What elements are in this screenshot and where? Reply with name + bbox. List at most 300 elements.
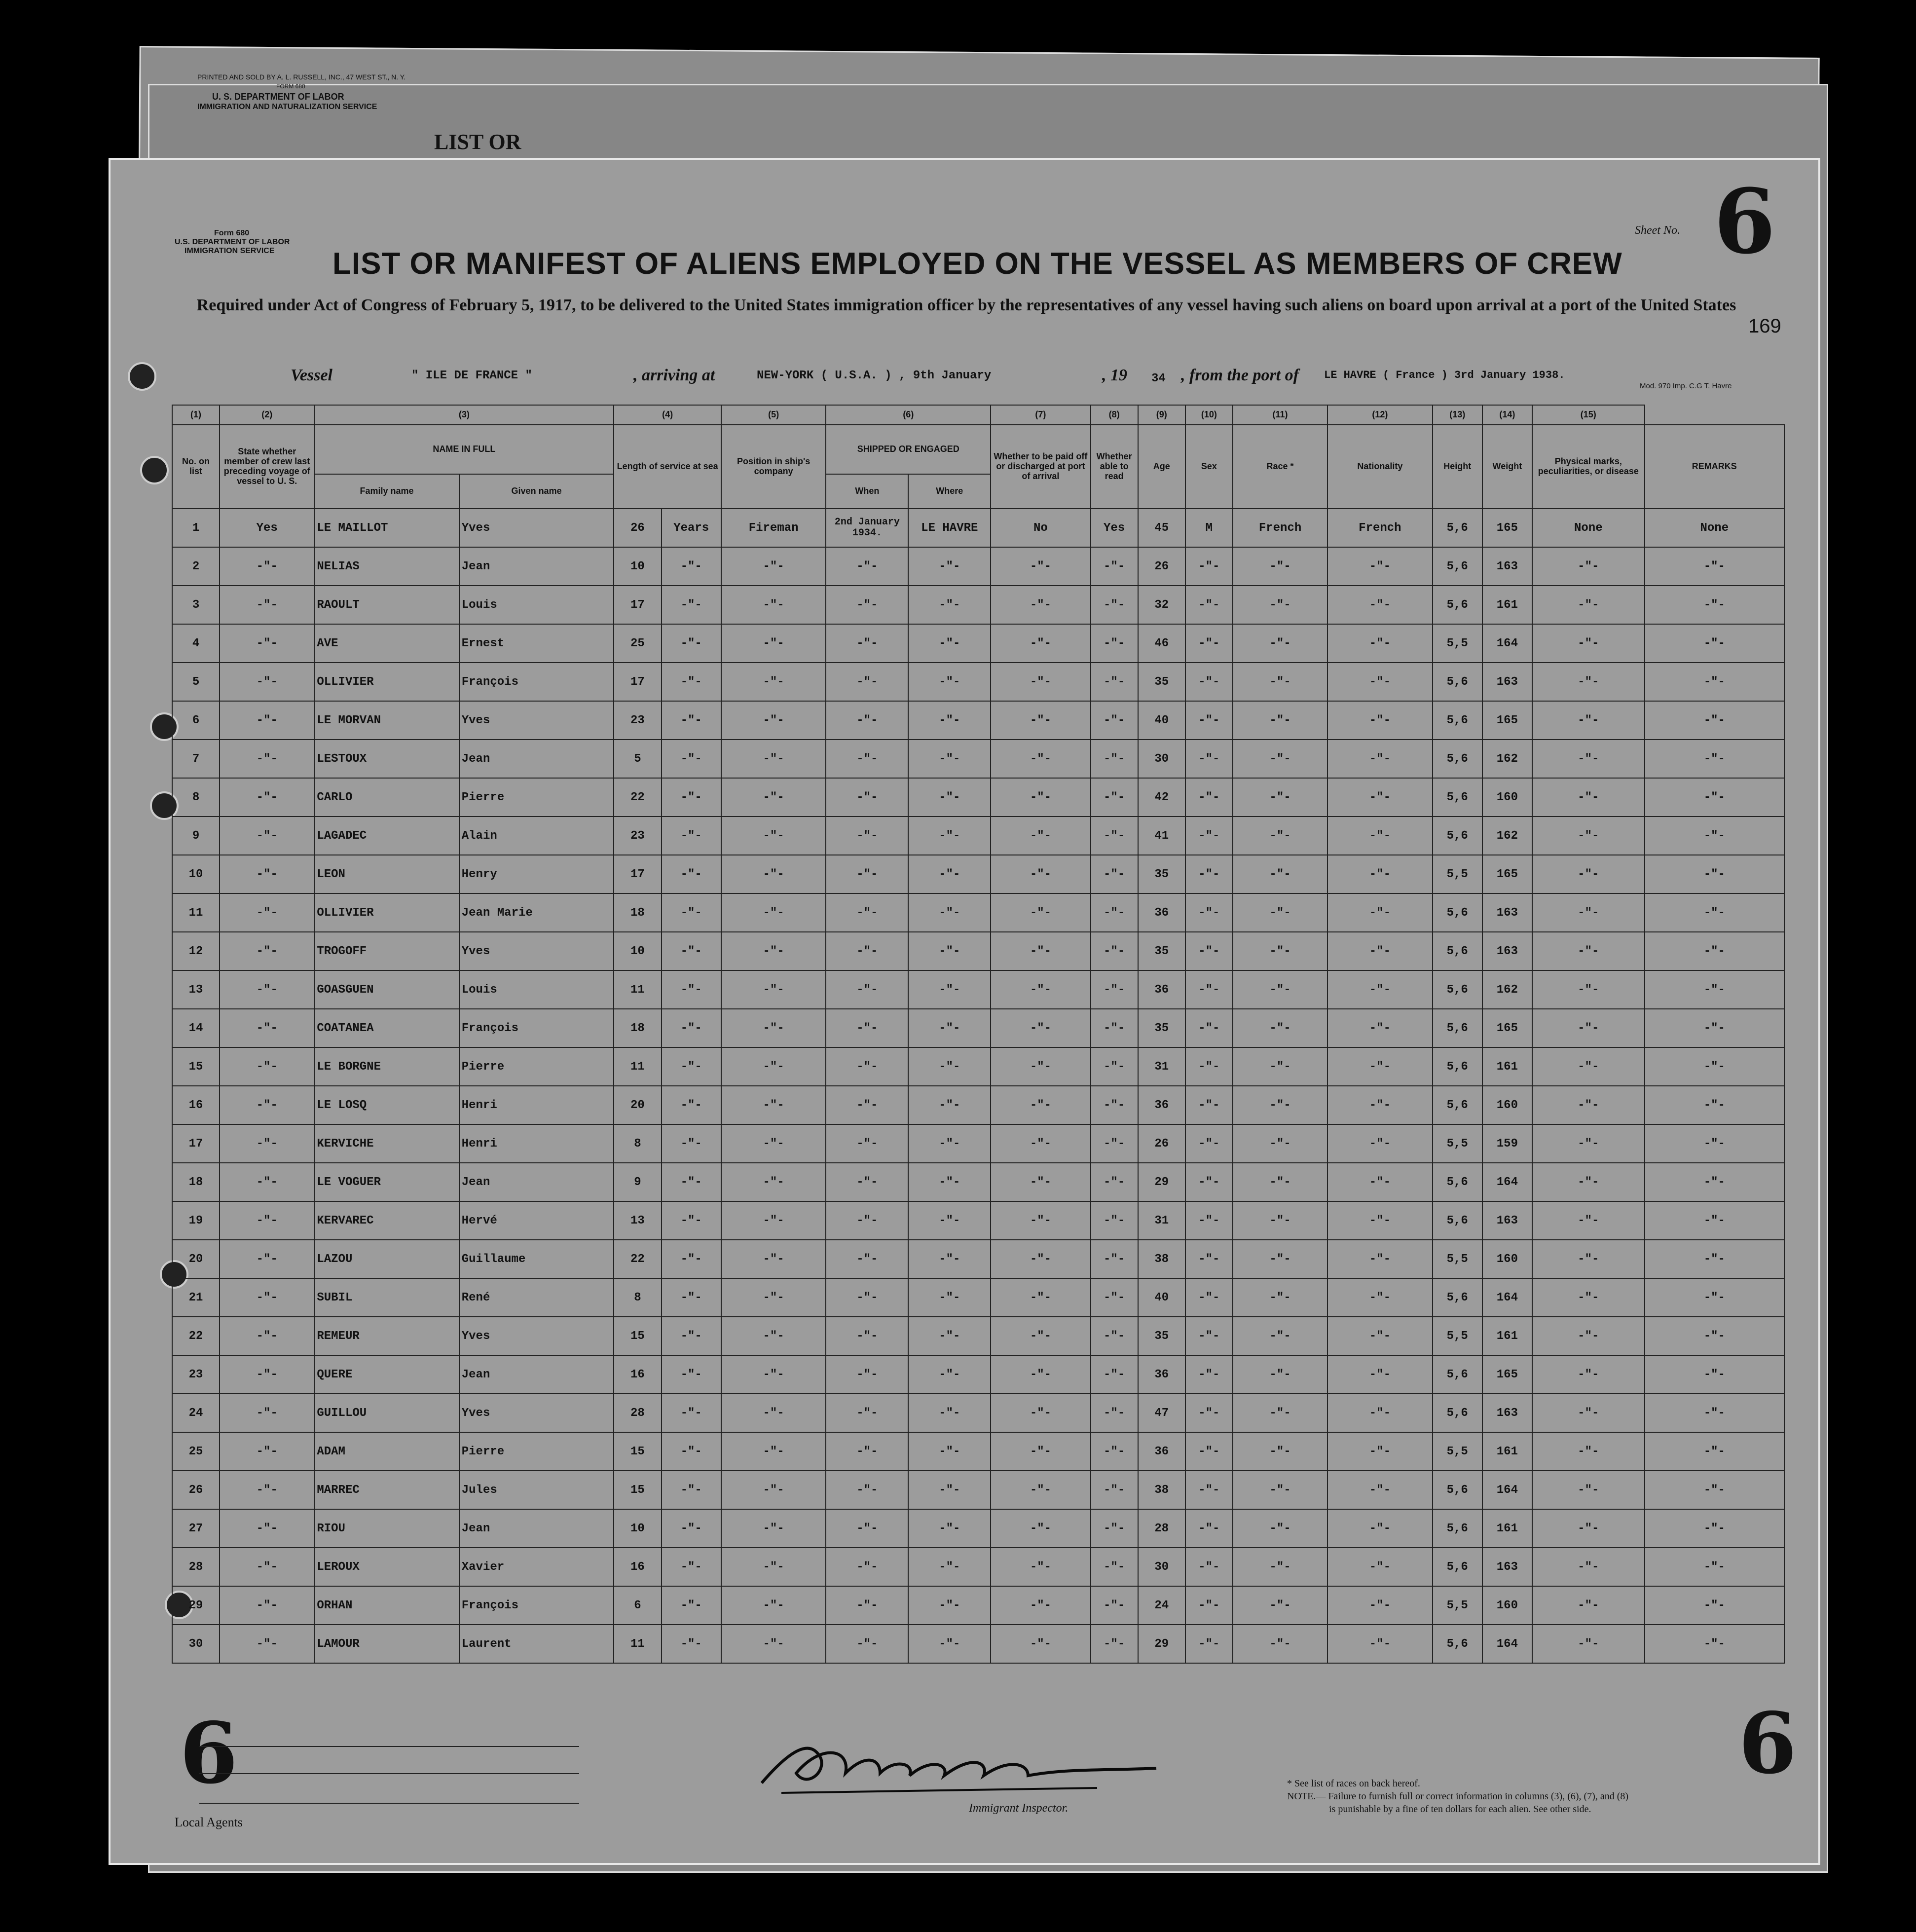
cell-service-unit: -"- xyxy=(662,701,721,740)
cell-previous-voyage: -"- xyxy=(220,1201,314,1240)
cell-race: -"- xyxy=(1233,624,1327,663)
cell-remarks: -"- xyxy=(1645,1163,1784,1201)
cell-paid-off: No xyxy=(991,509,1090,547)
cell-remarks: -"- xyxy=(1645,932,1784,970)
cell-shipped-where: -"- xyxy=(908,970,991,1009)
col-num-5: (5) xyxy=(721,405,826,425)
cell-previous-voyage: -"- xyxy=(220,1163,314,1201)
cell-previous-voyage: -"- xyxy=(220,932,314,970)
local-agents-label: Local Agents xyxy=(175,1815,243,1829)
col-num-6: (6) xyxy=(826,405,991,425)
cell-paid-off: -"- xyxy=(991,1201,1090,1240)
table-row xyxy=(172,1086,1784,1124)
table-row xyxy=(172,1278,1784,1317)
cell-length-service: 17 xyxy=(614,586,661,624)
cell-service-unit: -"- xyxy=(662,1355,721,1394)
cell-shipped-where: -"- xyxy=(908,932,991,970)
cell-nationality: -"- xyxy=(1327,970,1432,1009)
cell-weight: 164 xyxy=(1482,1625,1532,1663)
cell-physical-marks: -"- xyxy=(1532,624,1645,663)
cell-family-name: GOASGUEN xyxy=(314,970,459,1009)
cell-sex: -"- xyxy=(1185,855,1233,893)
header-state-whether: State whether member of crew last preceding voyage of vessel to U. S. xyxy=(220,425,314,509)
cell-length-service: 5 xyxy=(614,740,661,778)
cell-able-to-read: -"- xyxy=(1091,1240,1138,1278)
cell-remarks: -"- xyxy=(1645,1278,1784,1317)
cell-service-unit: -"- xyxy=(662,1278,721,1317)
cell-able-to-read: -"- xyxy=(1091,663,1138,701)
cell-shipped-where: -"- xyxy=(908,1124,991,1163)
cell-length-service: 6 xyxy=(614,1586,661,1625)
cell-nationality: -"- xyxy=(1327,663,1432,701)
cell-given-name: Yves xyxy=(459,701,614,740)
cell-row-number: 11 xyxy=(172,893,220,932)
cell-position: -"- xyxy=(721,547,826,586)
cell-given-name: Xavier xyxy=(459,1548,614,1586)
cell-paid-off: -"- xyxy=(991,1240,1090,1278)
cell-age: 29 xyxy=(1138,1163,1185,1201)
cell-service-unit: -"- xyxy=(662,1163,721,1201)
cell-remarks: -"- xyxy=(1645,1124,1784,1163)
cell-service-unit: -"- xyxy=(662,1432,721,1471)
cell-nationality: -"- xyxy=(1327,1047,1432,1086)
cell-physical-marks: -"- xyxy=(1532,1625,1645,1663)
cell-family-name: LEROUX xyxy=(314,1548,459,1586)
back-dept: U. S. DEPARTMENT OF LABOR xyxy=(212,92,344,102)
cell-sex: -"- xyxy=(1185,970,1233,1009)
cell-race: -"- xyxy=(1233,1471,1327,1509)
cell-family-name: GUILLOU xyxy=(314,1394,459,1432)
cell-nationality: -"- xyxy=(1327,1124,1432,1163)
cell-height: 5,6 xyxy=(1433,932,1482,970)
vessel-label: Vessel xyxy=(291,366,332,384)
header-no-on-list: No. on list xyxy=(172,425,220,509)
cell-shipped-where: -"- xyxy=(908,547,991,586)
cell-nationality: -"- xyxy=(1327,1009,1432,1047)
cell-length-service: 15 xyxy=(614,1471,661,1509)
cell-height: 5,6 xyxy=(1433,1548,1482,1586)
cell-row-number: 3 xyxy=(172,586,220,624)
header-where: Where xyxy=(908,474,991,509)
header-remarks: REMARKS xyxy=(1645,425,1784,509)
cell-weight: 162 xyxy=(1482,970,1532,1009)
cell-shipped-when: -"- xyxy=(826,740,908,778)
cell-height: 5,5 xyxy=(1433,1432,1482,1471)
cell-row-number: 24 xyxy=(172,1394,220,1432)
cell-height: 5,6 xyxy=(1433,893,1482,932)
cell-height: 5,6 xyxy=(1433,701,1482,740)
cell-nationality: -"- xyxy=(1327,1509,1432,1548)
cell-age: 29 xyxy=(1138,1625,1185,1663)
table-row xyxy=(172,509,1784,547)
cell-nationality: -"- xyxy=(1327,1086,1432,1124)
cell-given-name: Yves xyxy=(459,509,614,547)
cell-shipped-when: -"- xyxy=(826,855,908,893)
signature-line-2 xyxy=(199,1773,579,1774)
cell-able-to-read: -"- xyxy=(1091,893,1138,932)
cell-physical-marks: -"- xyxy=(1532,817,1645,855)
cell-sex: -"- xyxy=(1185,1124,1233,1163)
cell-race: -"- xyxy=(1233,701,1327,740)
cell-shipped-where: -"- xyxy=(908,1240,991,1278)
table-row xyxy=(172,1471,1784,1509)
cell-family-name: LAGADEC xyxy=(314,817,459,855)
cell-able-to-read: -"- xyxy=(1091,970,1138,1009)
cell-physical-marks: -"- xyxy=(1532,1009,1645,1047)
cell-height: 5,6 xyxy=(1433,1471,1482,1509)
table-row xyxy=(172,1317,1784,1355)
cell-family-name: RAOULT xyxy=(314,586,459,624)
cell-remarks: -"- xyxy=(1645,663,1784,701)
cell-shipped-when: -"- xyxy=(826,817,908,855)
cell-service-unit: -"- xyxy=(662,1394,721,1432)
cell-age: 35 xyxy=(1138,663,1185,701)
cell-race: -"- xyxy=(1233,1509,1327,1548)
cell-row-number: 6 xyxy=(172,701,220,740)
cell-physical-marks: -"- xyxy=(1532,1201,1645,1240)
cell-given-name: Alain xyxy=(459,817,614,855)
cell-shipped-when: -"- xyxy=(826,778,908,817)
cell-sex: -"- xyxy=(1185,1394,1233,1432)
note-line-1: NOTE.— Failure to furnish full or correct information in columns (3), (6), (7), and (8) xyxy=(1287,1791,1629,1802)
cell-nationality: -"- xyxy=(1327,1355,1432,1394)
cell-remarks: -"- xyxy=(1645,586,1784,624)
header-nationality: Nationality xyxy=(1327,425,1432,509)
cell-previous-voyage: -"- xyxy=(220,586,314,624)
cell-paid-off: -"- xyxy=(991,1047,1090,1086)
crew-manifest-table xyxy=(172,405,1785,1664)
cell-family-name: ORHAN xyxy=(314,1586,459,1625)
cell-family-name: MARREC xyxy=(314,1471,459,1509)
form-dept: U.S. DEPARTMENT OF LABOR xyxy=(175,238,290,246)
cell-previous-voyage: -"- xyxy=(220,970,314,1009)
cell-age: 36 xyxy=(1138,1086,1185,1124)
cell-service-unit: -"- xyxy=(662,740,721,778)
col-num-9: (9) xyxy=(1138,405,1185,425)
cell-shipped-when: -"- xyxy=(826,970,908,1009)
cell-physical-marks: -"- xyxy=(1532,701,1645,740)
table-row xyxy=(172,1394,1784,1432)
cell-service-unit: -"- xyxy=(662,547,721,586)
cell-weight: 160 xyxy=(1482,1240,1532,1278)
cell-race: -"- xyxy=(1233,932,1327,970)
from-port-label: , from the port of xyxy=(1181,366,1299,384)
col-num-12: (12) xyxy=(1327,405,1432,425)
cell-sex: -"- xyxy=(1185,932,1233,970)
cell-service-unit: -"- xyxy=(662,1047,721,1086)
cell-length-service: 13 xyxy=(614,1201,661,1240)
cell-remarks: -"- xyxy=(1645,893,1784,932)
cell-shipped-where: -"- xyxy=(908,1086,991,1124)
cell-sex: -"- xyxy=(1185,1317,1233,1355)
cell-height: 5,6 xyxy=(1433,1394,1482,1432)
cell-able-to-read: -"- xyxy=(1091,701,1138,740)
cell-physical-marks: -"- xyxy=(1532,1124,1645,1163)
cell-physical-marks: -"- xyxy=(1532,932,1645,970)
header-paid-off: Whether to be paid off or discharged at port of arrival xyxy=(991,425,1090,509)
cell-family-name: NELIAS xyxy=(314,547,459,586)
cell-physical-marks: -"- xyxy=(1532,1509,1645,1548)
punch-hole xyxy=(140,456,169,484)
cell-race: -"- xyxy=(1233,1163,1327,1201)
cell-weight: 161 xyxy=(1482,586,1532,624)
cell-shipped-when: -"- xyxy=(826,1278,908,1317)
table-row xyxy=(172,1548,1784,1586)
back-service: IMMIGRATION AND NATURALIZATION SERVICE xyxy=(197,103,377,111)
table-row xyxy=(172,778,1784,817)
cell-weight: 162 xyxy=(1482,817,1532,855)
cell-shipped-when: -"- xyxy=(826,1240,908,1278)
cell-shipped-where: -"- xyxy=(908,701,991,740)
cell-position: -"- xyxy=(721,817,826,855)
cell-sex: -"- xyxy=(1185,778,1233,817)
cell-position: -"- xyxy=(721,740,826,778)
cell-remarks: -"- xyxy=(1645,701,1784,740)
cell-length-service: 15 xyxy=(614,1432,661,1471)
cell-sex: -"- xyxy=(1185,624,1233,663)
cell-given-name: Jean xyxy=(459,1509,614,1548)
cell-physical-marks: -"- xyxy=(1532,1586,1645,1625)
cell-remarks: -"- xyxy=(1645,1625,1784,1663)
cell-physical-marks: None xyxy=(1532,509,1645,547)
cell-able-to-read: -"- xyxy=(1091,1317,1138,1355)
cell-height: 5,6 xyxy=(1433,970,1482,1009)
table-row xyxy=(172,1509,1784,1548)
cell-row-number: 20 xyxy=(172,1240,220,1278)
header-family-name: Family name xyxy=(314,474,459,509)
cell-age: 36 xyxy=(1138,1355,1185,1394)
cell-age: 35 xyxy=(1138,1317,1185,1355)
cell-service-unit: -"- xyxy=(662,932,721,970)
cell-age: 35 xyxy=(1138,1009,1185,1047)
cell-nationality: -"- xyxy=(1327,1317,1432,1355)
table-row xyxy=(172,740,1784,778)
cell-shipped-where: -"- xyxy=(908,586,991,624)
cell-height: 5,6 xyxy=(1433,1278,1482,1317)
cell-row-number: 15 xyxy=(172,1047,220,1086)
cell-paid-off: -"- xyxy=(991,855,1090,893)
cell-weight: 161 xyxy=(1482,1432,1532,1471)
cell-race: -"- xyxy=(1233,817,1327,855)
cell-family-name: LESTOUX xyxy=(314,740,459,778)
cell-shipped-when: -"- xyxy=(826,1548,908,1586)
cell-row-number: 27 xyxy=(172,1509,220,1548)
cell-remarks: -"- xyxy=(1645,817,1784,855)
cell-sex: -"- xyxy=(1185,1086,1233,1124)
cell-race: -"- xyxy=(1233,663,1327,701)
cell-weight: 163 xyxy=(1482,663,1532,701)
cell-physical-marks: -"- xyxy=(1532,1163,1645,1201)
cell-able-to-read: -"- xyxy=(1091,1432,1138,1471)
cell-given-name: Pierre xyxy=(459,1047,614,1086)
cell-age: 28 xyxy=(1138,1509,1185,1548)
cell-length-service: 10 xyxy=(614,547,661,586)
cell-weight: 163 xyxy=(1482,1548,1532,1586)
cell-length-service: 23 xyxy=(614,817,661,855)
cell-shipped-when: -"- xyxy=(826,1086,908,1124)
cell-shipped-where: -"- xyxy=(908,1355,991,1394)
cell-age: 26 xyxy=(1138,1124,1185,1163)
cell-sex: -"- xyxy=(1185,1548,1233,1586)
cell-paid-off: -"- xyxy=(991,586,1090,624)
cell-previous-voyage: -"- xyxy=(220,701,314,740)
cell-race: -"- xyxy=(1233,1586,1327,1625)
cell-remarks: -"- xyxy=(1645,1586,1784,1625)
cell-length-service: 18 xyxy=(614,893,661,932)
cell-paid-off: -"- xyxy=(991,547,1090,586)
col-num-1: (1) xyxy=(172,405,220,425)
cell-service-unit: -"- xyxy=(662,1625,721,1663)
cell-previous-voyage: -"- xyxy=(220,1394,314,1432)
cell-nationality: -"- xyxy=(1327,932,1432,970)
cell-position: -"- xyxy=(721,586,826,624)
cell-service-unit: -"- xyxy=(662,1317,721,1355)
cell-sex: -"- xyxy=(1185,1471,1233,1509)
cell-height: 5,5 xyxy=(1433,1317,1482,1355)
cell-service-unit: -"- xyxy=(662,1124,721,1163)
cell-shipped-when: -"- xyxy=(826,1047,908,1086)
cell-shipped-where: -"- xyxy=(908,1047,991,1086)
cell-shipped-where: -"- xyxy=(908,1163,991,1201)
cell-remarks: -"- xyxy=(1645,1086,1784,1124)
cell-previous-voyage: -"- xyxy=(220,1009,314,1047)
cell-race: -"- xyxy=(1233,1548,1327,1586)
cell-service-unit: -"- xyxy=(662,624,721,663)
cell-able-to-read: -"- xyxy=(1091,586,1138,624)
cell-race: -"- xyxy=(1233,1240,1327,1278)
cell-able-to-read: -"- xyxy=(1091,817,1138,855)
col-num-8: (8) xyxy=(1091,405,1138,425)
arriving-value: NEW-YORK ( U.S.A. ) , 9th January xyxy=(757,369,992,382)
cell-race: -"- xyxy=(1233,1201,1327,1240)
form-service: IMMIGRATION SERVICE xyxy=(184,247,275,255)
signature-line-3 xyxy=(199,1803,579,1804)
cell-length-service: 15 xyxy=(614,1317,661,1355)
cell-weight: 161 xyxy=(1482,1317,1532,1355)
from-port-value: LE HAVRE ( France ) 3rd January 1938. xyxy=(1324,369,1565,381)
cell-remarks: -"- xyxy=(1645,1317,1784,1355)
cell-physical-marks: -"- xyxy=(1532,855,1645,893)
cell-paid-off: -"- xyxy=(991,624,1090,663)
cell-family-name: LAMOUR xyxy=(314,1625,459,1663)
punch-hole xyxy=(128,362,156,391)
cell-row-number: 10 xyxy=(172,855,220,893)
cell-row-number: 18 xyxy=(172,1163,220,1201)
sheet-number: 6 xyxy=(1714,170,1776,274)
col-num-3: (3) xyxy=(314,405,614,425)
cell-row-number: 29 xyxy=(172,1586,220,1625)
cell-nationality: -"- xyxy=(1327,1432,1432,1471)
table-row xyxy=(172,1009,1784,1047)
cell-shipped-when: -"- xyxy=(826,586,908,624)
cell-service-unit: -"- xyxy=(662,778,721,817)
cell-physical-marks: -"- xyxy=(1532,586,1645,624)
cell-nationality: -"- xyxy=(1327,1471,1432,1509)
cell-row-number: 26 xyxy=(172,1471,220,1509)
cell-weight: 164 xyxy=(1482,624,1532,663)
cell-paid-off: -"- xyxy=(991,701,1090,740)
cell-family-name: SUBIL xyxy=(314,1278,459,1317)
cell-height: 5,6 xyxy=(1433,817,1482,855)
cell-height: 5,6 xyxy=(1433,1009,1482,1047)
cell-row-number: 23 xyxy=(172,1355,220,1394)
cell-service-unit: -"- xyxy=(662,1586,721,1625)
cell-position: -"- xyxy=(721,1240,826,1278)
cell-height: 5,6 xyxy=(1433,1163,1482,1201)
cell-remarks: -"- xyxy=(1645,1240,1784,1278)
cell-paid-off: -"- xyxy=(991,1586,1090,1625)
cell-remarks: -"- xyxy=(1645,1009,1784,1047)
cell-weight: 163 xyxy=(1482,932,1532,970)
cell-physical-marks: -"- xyxy=(1532,1278,1645,1317)
cell-age: 26 xyxy=(1138,547,1185,586)
cell-shipped-where: -"- xyxy=(908,1432,991,1471)
header-name-in-full: NAME IN FULL xyxy=(314,425,614,474)
table-row xyxy=(172,547,1784,586)
cell-able-to-read: -"- xyxy=(1091,1394,1138,1432)
cell-nationality: -"- xyxy=(1327,1548,1432,1586)
cell-given-name: Ernest xyxy=(459,624,614,663)
cell-position: -"- xyxy=(721,855,826,893)
cell-position: -"- xyxy=(721,1317,826,1355)
cell-weight: 163 xyxy=(1482,1201,1532,1240)
cell-service-unit: -"- xyxy=(662,970,721,1009)
cell-previous-voyage: -"- xyxy=(220,1471,314,1509)
cell-nationality: -"- xyxy=(1327,1201,1432,1240)
cell-row-number: 5 xyxy=(172,663,220,701)
cell-age: 36 xyxy=(1138,1432,1185,1471)
cell-length-service: 8 xyxy=(614,1124,661,1163)
cell-paid-off: -"- xyxy=(991,817,1090,855)
cell-able-to-read: -"- xyxy=(1091,1086,1138,1124)
cell-height: 5,6 xyxy=(1433,740,1482,778)
cell-shipped-when: -"- xyxy=(826,1586,908,1625)
cell-weight: 160 xyxy=(1482,1086,1532,1124)
header-given-name: Given name xyxy=(459,474,614,509)
cell-given-name: François xyxy=(459,663,614,701)
cell-service-unit: -"- xyxy=(662,1201,721,1240)
cell-family-name: LAZOU xyxy=(314,1240,459,1278)
cell-family-name: AVE xyxy=(314,624,459,663)
cell-shipped-when: -"- xyxy=(826,1124,908,1163)
table-row xyxy=(172,1240,1784,1278)
cell-height: 5,5 xyxy=(1433,1586,1482,1625)
cell-race: -"- xyxy=(1233,855,1327,893)
header-able-read: Whether able to read xyxy=(1091,425,1138,509)
cell-weight: 161 xyxy=(1482,1509,1532,1548)
cell-given-name: René xyxy=(459,1278,614,1317)
footer-sheet-number-right: 6 xyxy=(1738,1694,1797,1793)
signature-line-1 xyxy=(199,1746,579,1747)
cell-previous-voyage: -"- xyxy=(220,663,314,701)
cell-race: -"- xyxy=(1233,778,1327,817)
cell-paid-off: -"- xyxy=(991,970,1090,1009)
cell-sex: -"- xyxy=(1185,1432,1233,1471)
cell-previous-voyage: -"- xyxy=(220,855,314,893)
cell-family-name: TROGOFF xyxy=(314,932,459,970)
cell-position: -"- xyxy=(721,778,826,817)
cell-shipped-when: -"- xyxy=(826,893,908,932)
cell-shipped-where: -"- xyxy=(908,624,991,663)
cell-paid-off: -"- xyxy=(991,1625,1090,1663)
cell-remarks: -"- xyxy=(1645,1047,1784,1086)
cell-given-name: Pierre xyxy=(459,778,614,817)
cell-previous-voyage: -"- xyxy=(220,1586,314,1625)
cell-previous-voyage: -"- xyxy=(220,624,314,663)
cell-previous-voyage: -"- xyxy=(220,1086,314,1124)
cell-shipped-when: -"- xyxy=(826,624,908,663)
cell-length-service: 17 xyxy=(614,855,661,893)
